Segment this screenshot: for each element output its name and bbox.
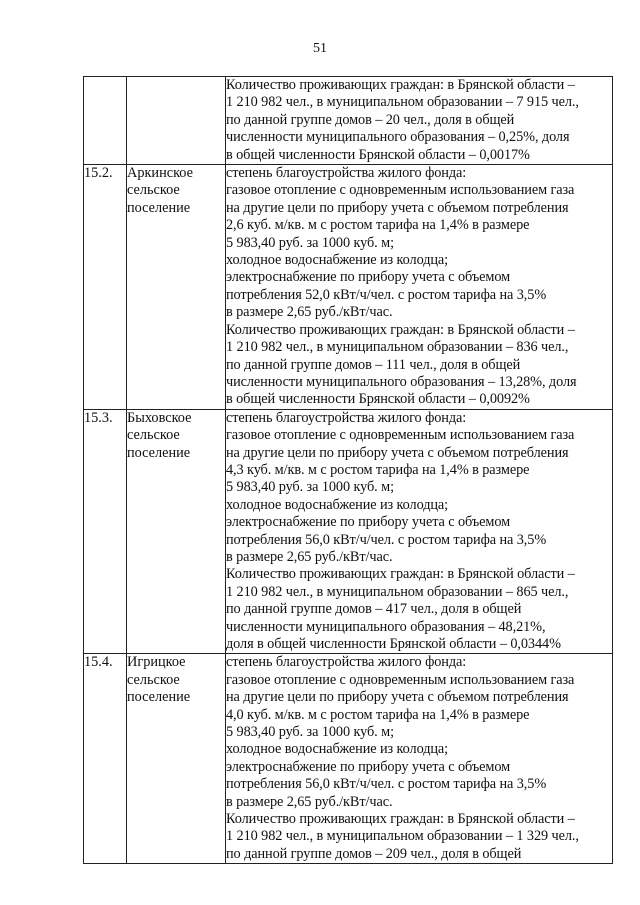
row-number-cell [84,165,127,410]
description-line: электроснабжение по прибору учета с объемом [226,269,511,286]
settlement-name-line: сельское [127,671,180,688]
description-line: по данной группе домов – 20 чел., доля в общей [226,111,515,128]
table-body [84,77,613,864]
description-line: холодное водоснабжение из колодца; [226,496,449,513]
description-line: электроснабжение по прибору учета с объемом [226,758,511,775]
description-line: численности муниципального образования – 48,21%, [226,618,546,635]
table-row [84,165,613,410]
settlement-name-line: Аркинское [127,165,193,182]
row-number: 15.2. [84,165,113,182]
description-line: на другие цели по прибору учета с объемом потребления [226,444,569,461]
description-line: 1 210 982 чел., в муниципальном образовании – 865 чел., [226,583,569,600]
table-row [84,77,613,165]
settlement-name-cell [127,409,226,654]
description-line: численности муниципального образования – 0,25%, доля [226,129,570,146]
description-line: 4,0 куб. м/кв. м с ростом тарифа на 1,4% в размере [226,706,530,723]
settlement-name-cell [127,77,226,165]
description-line: холодное водоснабжение из колодца; [226,741,449,758]
description-line: газовое отопление с одновременным использованием газа [226,671,575,688]
table-row [84,409,613,654]
description-line: потребления 56,0 кВт/ч/чел. с ростом тарифа на 3,5% [226,531,547,548]
description-line: 2,6 куб. м/кв. м с ростом тарифа на 1,4% в размере [226,217,530,234]
description-line: 5 983,40 руб. за 1000 куб. м; [226,479,394,496]
settlement-name-line: Игрицкое [127,654,186,671]
description-cell [226,77,613,165]
description-line: степень благоустройства жилого фонда: [226,165,467,182]
description-line: в общей численности Брянской области – 0,0017% [226,146,530,163]
description-line: Количество проживающих граждан: в Брянской области – [226,811,575,828]
description-line: Количество проживающих граждан: в Брянской области – [226,566,575,583]
description-line: в размере 2,65 руб./кВт/час. [226,793,393,810]
description-cell [226,165,613,410]
settlement-name-line: сельское [127,182,180,199]
description-line: 1 210 982 чел., в муниципальном образовании – 1 329 чел., [226,828,579,845]
description-line: газовое отопление с одновременным использованием газа [226,427,575,444]
description-line: 1 210 982 чел., в муниципальном образовании – 836 чел., [226,339,569,356]
description-line: численности муниципального образования – 13,28%, доля [226,373,577,390]
description-line: потребления 56,0 кВт/ч/чел. с ростом тарифа на 3,5% [226,776,547,793]
description-line: 1 210 982 чел., в муниципальном образовании – 7 915 чел., [226,94,579,111]
settlement-name-line: поселение [127,689,191,706]
settlement-name-line: Быховское [127,409,192,426]
description-line: по данной группе домов – 111 чел., доля в общей [226,356,521,373]
row-number: 15.4. [84,654,113,671]
row-number-cell [84,77,127,165]
row-number-cell [84,409,127,654]
description-line: газовое отопление с одновременным использованием газа [226,182,575,199]
description-cell [226,409,613,654]
description-line: по данной группе домов – 417 чел., доля в общей [226,601,522,618]
description-line: потребления 52,0 кВт/ч/чел. с ростом тарифа на 3,5% [226,286,547,303]
description-line: Количество проживающих граждан: в Брянской области – [226,77,575,93]
settlement-name-line: поселение [127,444,191,461]
description-line: 5 983,40 руб. за 1000 куб. м; [226,234,394,251]
description-line: доля в общей численности Брянской области – 0,0344% [226,636,561,652]
description-line: в общей численности Брянской области – 0,0092% [226,391,530,408]
settlement-name-line: поселение [127,199,191,216]
description-line: на другие цели по прибору учета с объемом потребления [226,689,569,706]
description-cell [226,654,613,864]
description-line: Количество проживающих граждан: в Брянской области – [226,321,575,338]
description-line: в размере 2,65 руб./кВт/час. [226,304,393,321]
row-number-cell [84,654,127,864]
description-line: электроснабжение по прибору учета с объемом [226,514,511,531]
description-line: холодное водоснабжение из колодца; [226,252,449,269]
table-row [84,654,613,864]
settlement-name-cell [127,165,226,410]
row-number: 15.3. [84,409,113,426]
settlement-name-cell [127,654,226,864]
description-line: в размере 2,65 руб./кВт/час. [226,548,393,565]
settlements-table [83,76,613,864]
settlement-name-line: сельское [127,427,180,444]
description-line: 4,3 куб. м/кв. м с ростом тарифа на 1,4% в размере [226,461,530,478]
description-line: 5 983,40 руб. за 1000 куб. м; [226,724,394,741]
description-line: степень благоустройства жилого фонда: [226,409,467,426]
description-line: на другие цели по прибору учета с объемом потребления [226,199,569,216]
page-number: 51 [313,41,327,56]
description-line: степень благоустройства жилого фонда: [226,654,467,671]
description-line: по данной группе домов – 209 чел., доля в общей [226,845,522,862]
